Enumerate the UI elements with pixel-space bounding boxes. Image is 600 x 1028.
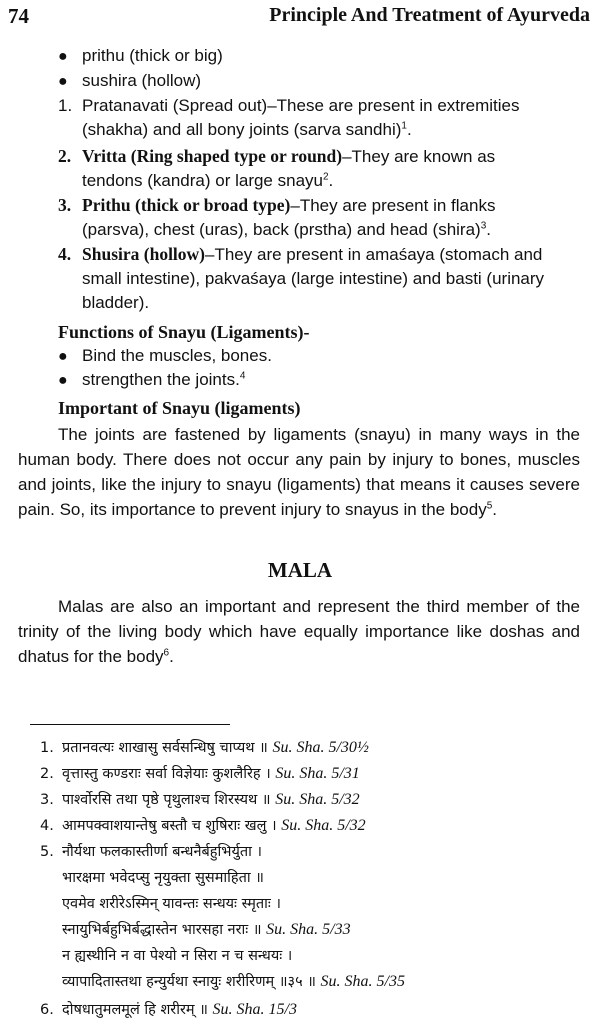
list-item: ● prithu (thick or big)	[58, 44, 223, 69]
section-heading-functions: Functions of Snayu (Ligaments)-	[58, 322, 310, 342]
list-item: ● Bind the muscles, bones.	[58, 344, 272, 369]
numbered-item-2: 2. Vritta (Ring shaped type or round)–They are known as tendons (kandra) or large snayu$^2$.	[58, 146, 496, 190]
page-number: 74	[8, 4, 29, 28]
footnote-divider	[30, 724, 230, 725]
running-title: Principle And Treatment of Ayurveda	[269, 4, 590, 26]
numbered-item-3: 3. Prithu (thick or broad type)–They are present in flanks (parsva), chest (uras), back (prstha) and head (shira)$^3$.	[58, 195, 496, 239]
footnote-4: 4. आमपक्वाशयान्तेषु बस्तौ च शुषिराः खलु । Su. Sha. 5/32	[40, 817, 366, 834]
list-item: ● strengthen the joints.$^4$	[58, 368, 245, 393]
bullet-icon: ●	[58, 73, 68, 90]
footnote-5-line-2: भारक्षमा भवेदप्सु नृयुक्ता सुसमाहिता ॥	[62, 870, 264, 886]
footnote-5-line-3: एवमेव शरीरेऽस्मिन् यावन्तः सन्धयः स्मृताः ।	[62, 896, 281, 912]
numbered-item-4: 4. Shusira (hollow)–They are present in amaśaya (stomach and small intestine), pakvaśaya (large intestine) and basti (urinary bladder).	[58, 244, 545, 312]
bullet-icon: ●	[58, 348, 68, 365]
footnote-1: 1. प्रतानवत्यः शाखासु सर्वसन्धिषु चाप्यथ ॥ Su. Sha. 5/30½	[40, 739, 369, 756]
importance-paragraph: The joints are fastened by ligaments (snayu) in many ways in the human body. There does not occur any pain by injury to bones, muscles and joints, like the injury to snayu (ligaments) that means it causes severe pain. So, its importance to prevent injury to snayus in the body$^5$.	[18, 425, 580, 519]
mala-paragraph: Malas are also an important and represent the third member of the trinity of the living body which have equally importance like doshas and dhatus for the body$^6$.	[18, 597, 580, 666]
footnote-5: 5. नौर्यथा फलकास्तीर्णा बन्धनैर्बहुभिर्युता ।	[40, 844, 262, 860]
list-item: ● sushira (hollow)	[58, 69, 201, 94]
footnote-5-line-6: व्यापादितास्तथा हन्युर्यथा स्नायुः शरीरिणम् ॥३५ ॥ Su. Sha. 5/35	[62, 973, 405, 990]
footnote-2: 2. वृत्तास्तु कण्डराः सर्वा विज्ञेयाः कुशलैरिह । Su. Sha. 5/31	[40, 765, 360, 782]
footnote-5-line-4: स्नायुभिर्बहुभिर्बद्धास्तेन भारसहा नराः ॥ Su. Sha. 5/33	[62, 921, 351, 938]
footnote-5-line-5: न ह्यस्थीनि न वा पेश्यो न सिरा न च सन्धयः ।	[62, 948, 293, 964]
page-header	[0, 0, 600, 34]
section-title-mala: MALA	[267, 558, 333, 582]
footnote-6: 6. दोषधातुमलमूलं हि शरीरम् ॥ Su. Sha. 15/3	[40, 1001, 297, 1018]
numbered-item-1: 1. Pratanavati (Spread out)–These are present in extremities (shakha) and all bony joints (sarva sandhi)$^1$.	[58, 96, 520, 139]
bullet-icon: ●	[58, 48, 68, 65]
footnote-3: 3. पार्श्वोरसि तथा पृष्ठे पृथुलाश्च शिरस्यथ ॥ Su. Sha. 5/32	[40, 791, 360, 808]
section-heading-importance: Important of Snayu (ligaments)	[58, 398, 301, 418]
bullet-icon: ●	[58, 372, 68, 389]
